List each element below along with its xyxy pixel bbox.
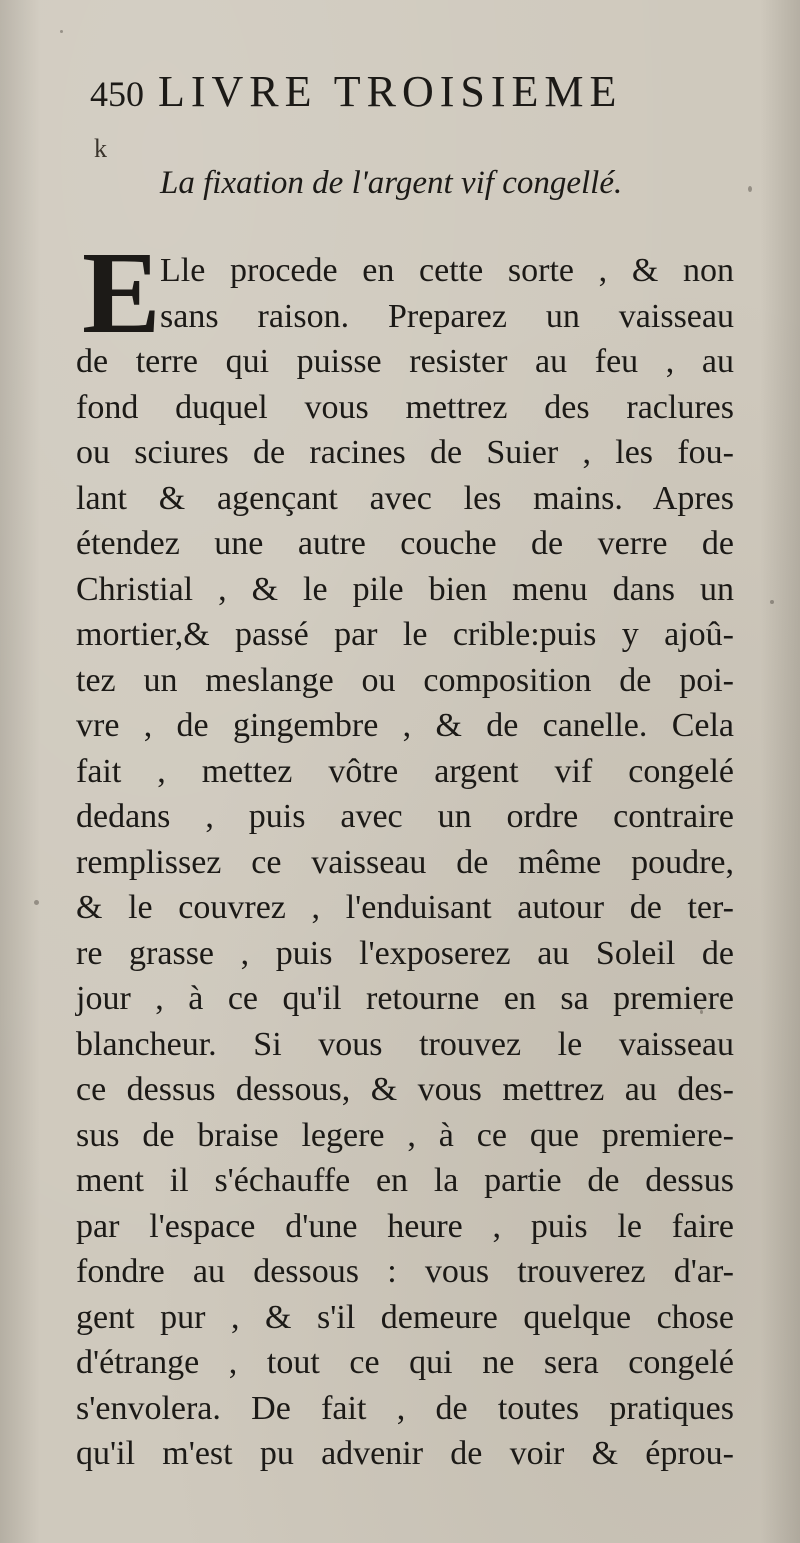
text-line: ment il s'échauffe en la partie de dessus — [76, 1162, 734, 1199]
paper-speck — [748, 186, 752, 192]
running-head — [90, 62, 730, 122]
text-line: d'étrange , tout ce qui ne sera congelé — [76, 1344, 734, 1381]
text-line: lant & agençant avec les mains. Apres — [76, 479, 734, 517]
text-line: de terre qui puisse resister au feu , au — [76, 343, 734, 380]
text-line: ou sciures de racines de Suier , les fou- — [76, 434, 734, 471]
text-line: re grasse , puis l'exposerez au Soleil de — [76, 934, 734, 972]
running-head-title: LIVRE TROISIEME — [158, 67, 623, 116]
text-line: fond duquel vous mettrez des raclures — [76, 388, 734, 426]
paper-speck — [60, 30, 63, 33]
text-line: remplissez ce vaisseau de même poudre, — [76, 843, 734, 881]
text-line: & le couvrez , l'enduisant autour de ter- — [76, 889, 734, 926]
paper-speck — [770, 600, 774, 604]
drop-cap: E — [82, 227, 161, 358]
text-line: sus de braise legere , à ce que premiere- — [76, 1116, 734, 1154]
text-line: tez un meslange ou composition de poi- — [76, 661, 734, 699]
text-line: mortier,& passé par le crible:puis y ajoû- — [76, 616, 734, 653]
text-line: fait , mettez vôtre argent vif congelé — [76, 752, 734, 790]
text-line: gent pur , & s'il demeure quelque chose — [76, 1298, 734, 1336]
text-line: étendez une autre couche de verre de — [76, 525, 734, 562]
text-line: ce dessus dessous, & vous mettrez au des- — [76, 1071, 734, 1108]
stray-mark: k — [94, 134, 107, 163]
text-line: par l'espace d'une heure , puis le faire — [76, 1207, 734, 1245]
paper-speck — [34, 900, 39, 905]
body-text — [76, 248, 734, 1477]
text-line: s'envolera. De fait , de toutes pratiques — [76, 1389, 734, 1427]
text-line: Lle procede en cette sorte , & non — [160, 252, 734, 289]
text-line: dedans , puis avec un ordre contraire — [76, 798, 734, 835]
text-line: jour , à ce qu'il retourne en sa premiere — [76, 980, 734, 1017]
text-line: qu'il m'est pu advenir de voir & éprou- — [76, 1435, 734, 1472]
text-line: blancheur. Si vous trouvez le vaisseau — [76, 1025, 734, 1063]
section-title: La fixation de l'argent vif congellé. — [160, 165, 623, 201]
text-line: vre , de gingembre , & de canelle. Cela — [76, 707, 734, 744]
text-line: fondre au dessous : vous trouverez d'ar- — [76, 1253, 734, 1290]
text-line: sans raison. Preparez un vaisseau — [160, 297, 734, 335]
paper-speck — [700, 1010, 703, 1014]
page-number: 450 — [90, 74, 144, 114]
text-line: Christial , & le pile bien menu dans un — [76, 570, 734, 608]
